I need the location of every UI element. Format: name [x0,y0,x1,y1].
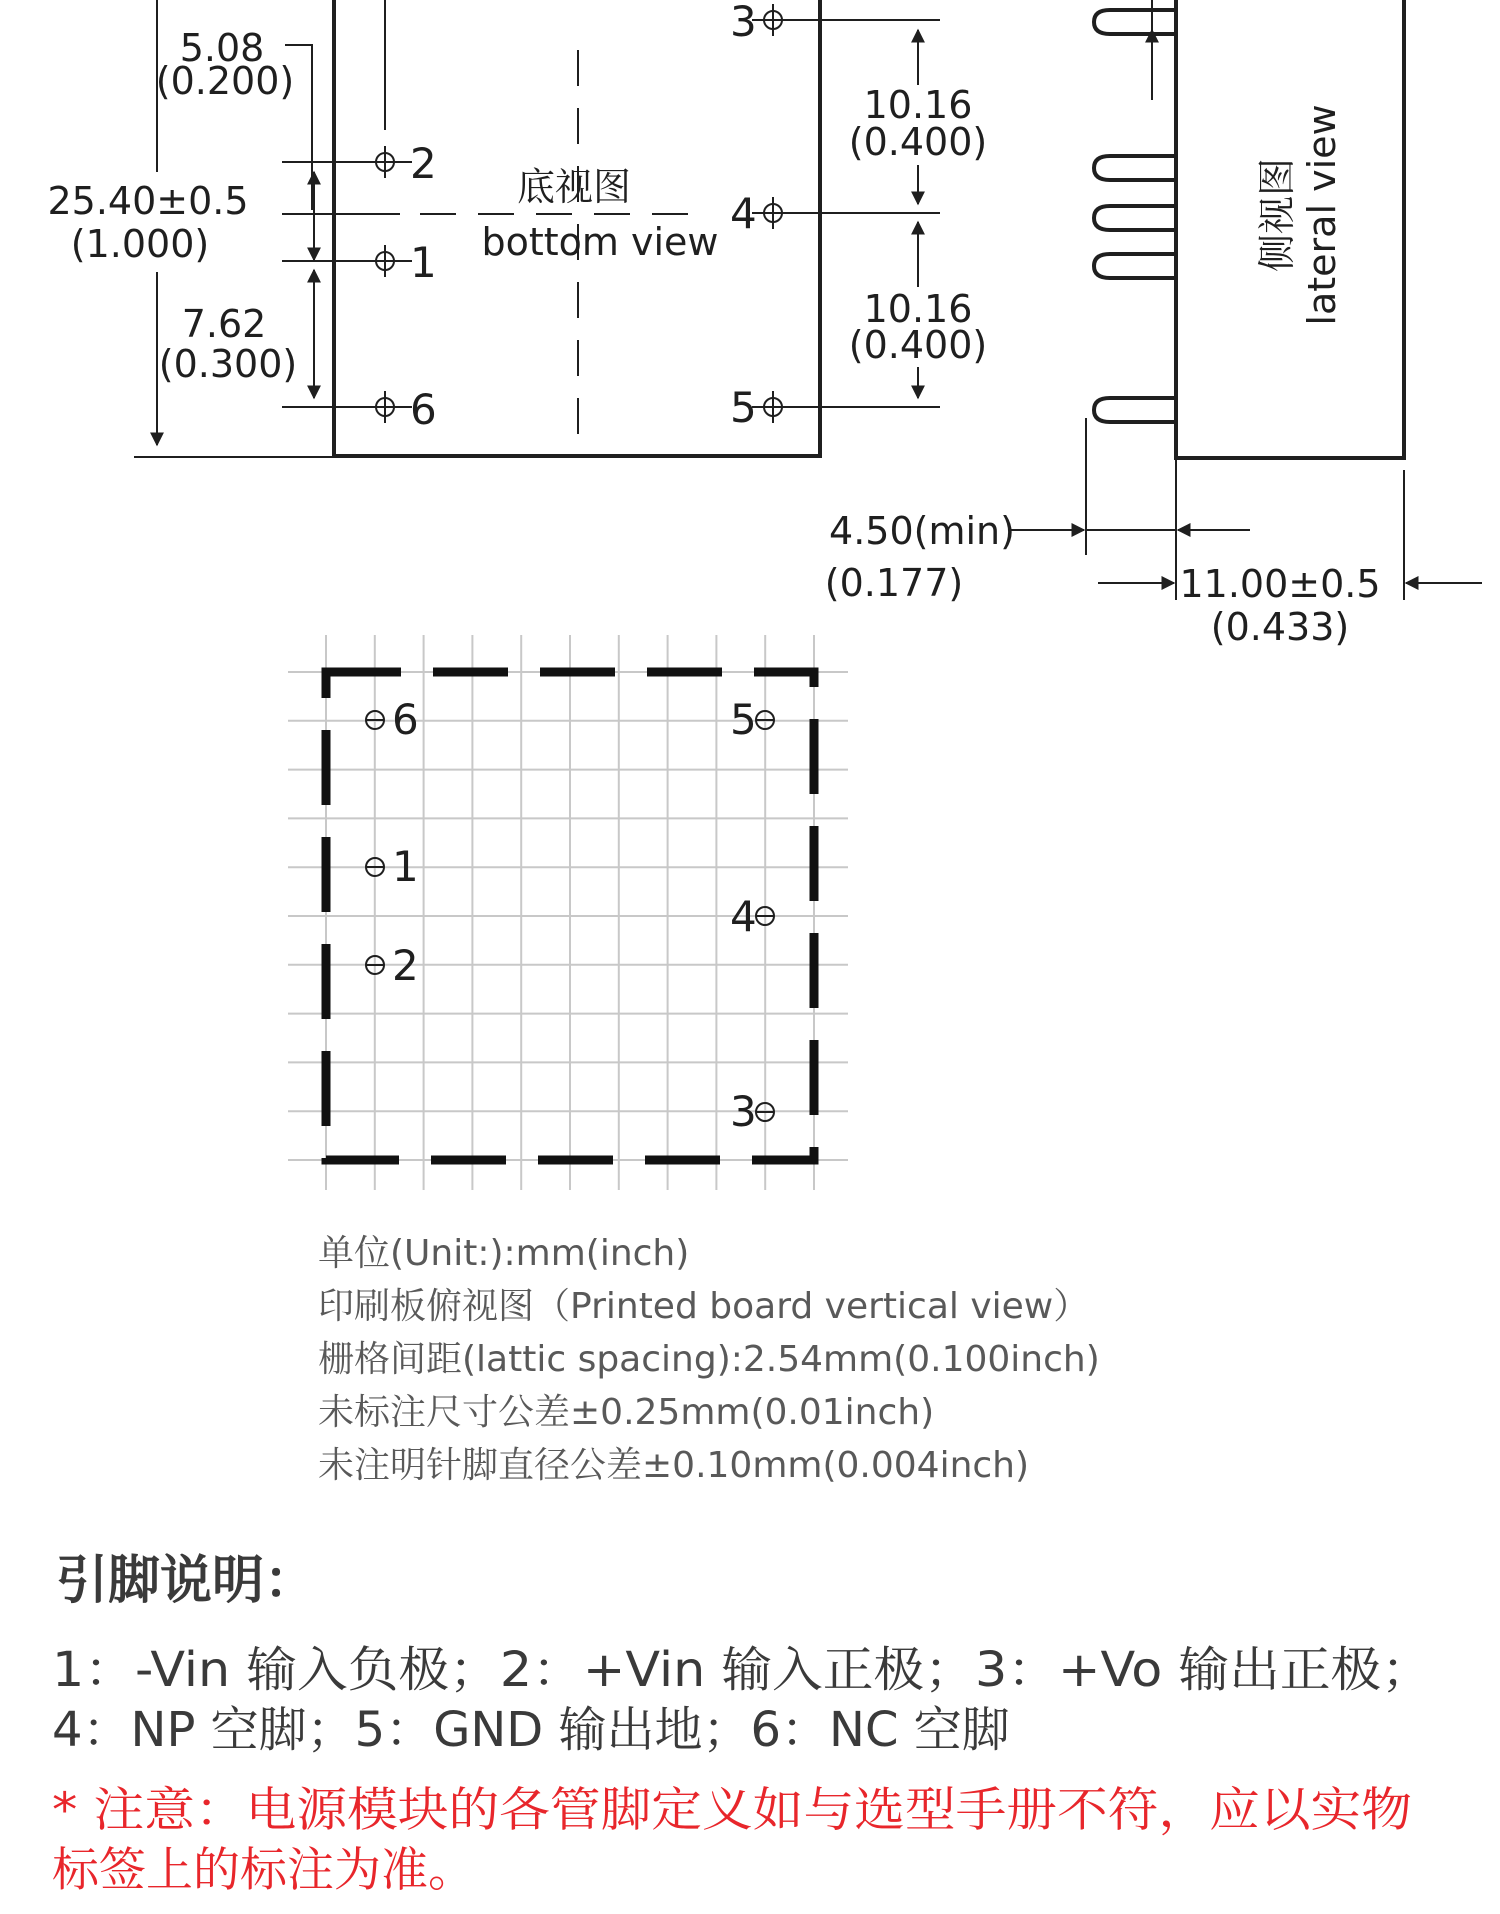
pin-description-line-1: 1：-Vin 输入负极；2：+Vin 输入正极；3：+Vo 输出正极； [52,1642,1432,1698]
bottom-pin-2 [282,139,437,188]
bottom-pin-6-label: 6 [410,385,437,434]
note-printed-board: 印刷板俯视图（Printed board vertical view） [318,1286,1090,1327]
pcb-pin-4-label: 4 [730,892,757,941]
dim-10-16-bottom-value: 10.16 [863,287,973,331]
lattice-grid [288,635,848,1190]
dim-10-16-top-value: 10.16 [863,83,973,127]
pin-description [52,1551,1432,1758]
bottom-view-label-cn: 底视图 [516,165,632,209]
dim-11-00-value: 11.00±0.5 [1179,562,1381,606]
bottom-pin-5 [730,383,940,432]
bottom-pin-1 [282,238,437,287]
dim-5-08-value: 5.08 [179,26,265,70]
lateral-pin-5 [1094,398,1176,422]
pcb-pin-2-label: 2 [392,941,419,990]
pcb-pin-5 [730,695,774,744]
lateral-pin-3 [1094,206,1176,230]
bottom-view [47,0,987,457]
pcb-pin-6-label: 6 [392,695,419,744]
dim-10-16-top-inch: (0.400) [848,120,988,164]
pcb-footprint-view [288,635,848,1190]
note-unit: 单位(Unit:):mm(inch) [318,1233,690,1274]
lateral-pin-1 [1094,10,1176,34]
bottom-pin-6 [282,385,437,434]
lateral-view-label-cn: 侧视图 [1255,157,1299,273]
dim-5-08-inch: (0.200) [155,59,295,103]
note-lattice-spacing: 栅格间距(lattic spacing):2.54mm(0.100inch) [318,1339,1100,1380]
pcb-pin-3-label: 3 [730,1087,757,1136]
pcb-pin-3 [730,1087,774,1136]
dim-25-40-value: 25.40±0.5 [47,179,249,223]
pcb-pin-5-label: 5 [730,695,757,744]
pin-description-title: 引脚说明： [56,1551,317,1611]
dim-25-40-inch: (1.000) [70,222,210,266]
bottom-pin-2-label: 2 [410,139,437,188]
note-dimension-tolerance: 未标注尺寸公差±0.25mm(0.01inch) [318,1392,935,1433]
note-pin-diameter-tolerance: 未注明针脚直径公差±0.10mm(0.004inch) [318,1445,1030,1486]
pin-description-line-2: 4：NP 空脚；5：GND 输出地；6：NC 空脚 [52,1702,1010,1758]
bottom-pin-5-label: 5 [730,383,757,432]
bottom-pin-1-label: 1 [410,238,437,287]
lateral-view-label-en: lateral view [1300,104,1344,326]
dim-7-62-inch: (0.300) [158,342,298,386]
dim-4-50-inch: (0.177) [824,561,964,605]
warning-line-2: 标签上的标注为准。 [52,1843,475,1898]
lateral-pin-2 [1094,156,1176,180]
dim-11-00-inch: (0.433) [1210,605,1350,649]
warning-line-1: * 注意：电源模块的各管脚定义如与选型手册不符，应以实物 [52,1783,1413,1838]
pcb-pin-4 [730,892,774,941]
bottom-pin-4 [730,189,940,238]
bottom-pin-3 [730,0,940,46]
lateral-pin-4 [1094,254,1176,278]
pcb-pin-1-label: 1 [392,842,419,891]
bottom-view-label-en: bottom view [481,220,719,264]
pin-definition-warning [52,1783,1412,1898]
drawing-notes [318,1233,1100,1486]
bottom-pin-4-label: 4 [730,189,757,238]
bottom-pin-3-label: 3 [730,0,757,46]
dim-10-16-bottom-inch: (0.400) [848,323,988,367]
dim-7-62-value: 7.62 [181,302,267,346]
dim-4-50-value: 4.50(min) [829,509,1015,553]
